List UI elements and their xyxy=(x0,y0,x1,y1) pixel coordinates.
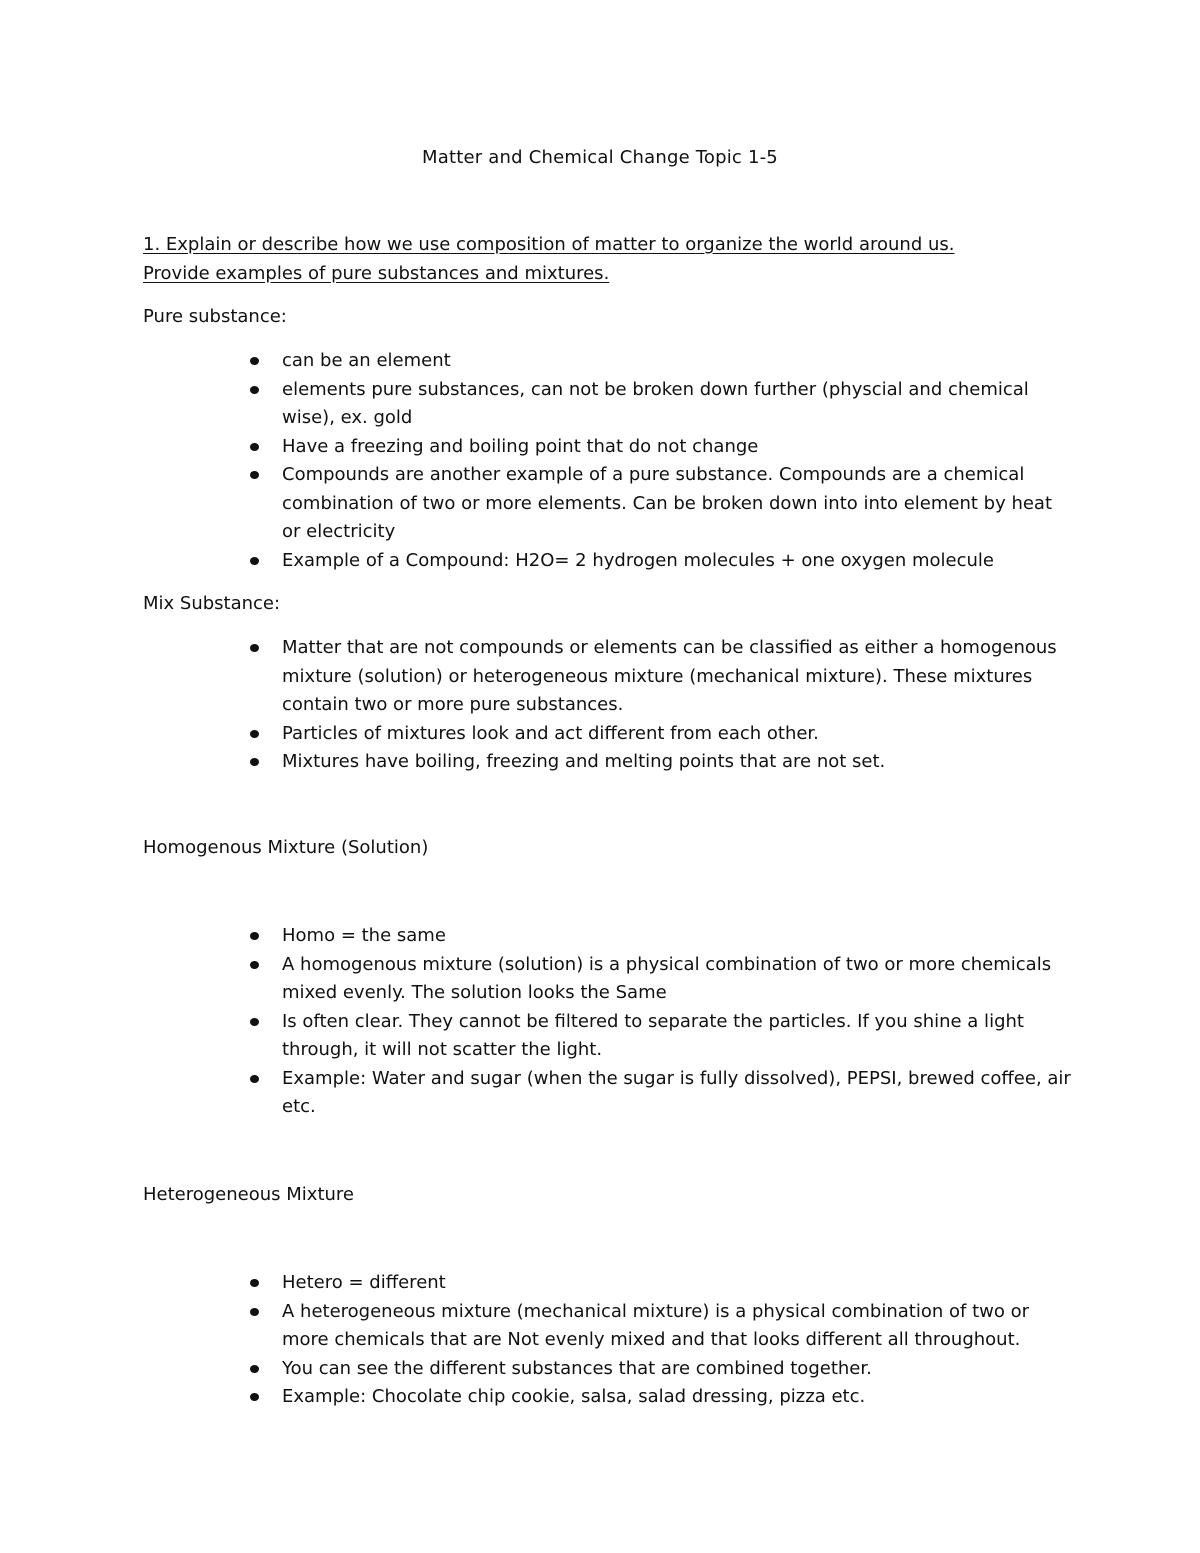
list-item-text: Hetero = different xyxy=(282,1272,446,1293)
list-item-text: A heterogeneous mixture (mechanical mixture) is a physical combination of two or more chemicals that are Not evenly mixed and that looks different all throughout. xyxy=(282,1300,1029,1350)
list-item xyxy=(282,376,1072,433)
bullet-icon xyxy=(250,644,259,652)
list-item-text: Is often clear. They cannot be filtered to separate the particles. If you shine a light through, it will not scatter the light. xyxy=(282,1010,1024,1060)
list-item xyxy=(282,433,1072,462)
bullet-icon xyxy=(250,932,259,940)
list-item-text: You can see the different substances that are combined together. xyxy=(282,1357,872,1379)
bullet-icon xyxy=(250,1365,259,1373)
list-item-text: elements pure substances, can not be broken down further (physcial and chemical wise), ex. gold xyxy=(282,378,1029,428)
document-title: Matter and Chemical Change Topic 1-5 xyxy=(422,147,778,168)
list-item-text: Have a freezing and boiling point that do not change xyxy=(282,435,759,457)
bullet-icon xyxy=(250,443,259,451)
list-item-text: Example: Water and sugar (when the sugar is fully dissolved), PEPSI, brewed coffee, air etc. xyxy=(282,1067,1071,1117)
bullet-icon xyxy=(250,471,259,479)
list-item-text: Compounds are another example of a pure substance. Compounds are a chemical combination of two or more elements. Can be broken down into into element by heat or electricity xyxy=(282,464,1053,542)
bullet-icon xyxy=(250,357,259,365)
list-item-text: Matter that are not compounds or elements can be classified as either a homogenous mixture (solution) or heterogeneous mixture (mechanical mixture). These mixtures contain two or more pure substances. xyxy=(282,637,1057,715)
section-heading-mix-substance: Mix Substance: xyxy=(143,593,281,614)
question-prompt: 1. Explain or describe how we use composition of matter to organize the world around us. Provide examples of pure substances and mixtures. xyxy=(143,234,955,284)
list-item xyxy=(282,748,1072,777)
list-item-text: can be an element xyxy=(282,350,451,371)
list-item-text: Mixtures have boiling, freezing and melting points that are not set. xyxy=(282,751,886,772)
list-item xyxy=(282,634,1072,720)
list-item xyxy=(282,1269,1072,1298)
section-heading-heterogeneous-mixture: Heterogeneous Mixture xyxy=(143,1184,354,1205)
list-item-text: Particles of mixtures look and act different from each other. xyxy=(282,722,819,744)
list-item xyxy=(282,547,1072,576)
pure-substance-list xyxy=(282,347,1072,575)
list-item xyxy=(282,1298,1072,1355)
bullet-icon xyxy=(250,1075,259,1083)
list-item-text: Example: Chocolate chip cookie, salsa, salad dressing, pizza etc. xyxy=(282,1386,866,1407)
mix-substance-list xyxy=(282,634,1072,777)
list-item xyxy=(282,922,1072,951)
list-item xyxy=(282,1355,1072,1384)
list-item xyxy=(282,1383,1072,1412)
list-item-text: Homo = the same xyxy=(282,925,446,946)
bullet-icon xyxy=(250,758,259,766)
bullet-icon xyxy=(250,1018,259,1026)
bullet-icon xyxy=(250,1308,259,1316)
bullet-icon xyxy=(250,961,259,969)
list-item-text: A homogenous mixture (solution) is a physical combination of two or more chemicals mixed evenly. The solution looks the Same xyxy=(282,953,1052,1003)
bullet-icon xyxy=(250,557,259,565)
list-item xyxy=(282,951,1072,1008)
list-item xyxy=(282,720,1072,749)
bullet-icon xyxy=(250,1393,259,1401)
homogenous-mixture-list xyxy=(282,922,1072,1122)
bullet-icon xyxy=(250,1279,259,1287)
section-heading-homogenous-mixture: Homogenous Mixture (Solution) xyxy=(143,837,429,858)
list-item xyxy=(282,1008,1072,1065)
list-item xyxy=(282,347,1072,376)
list-item xyxy=(282,1065,1072,1122)
list-item-text: Example of a Compound: H2O= 2 hydrogen molecules + one oxygen molecule xyxy=(282,549,995,571)
bullet-icon xyxy=(250,730,259,738)
bullet-icon xyxy=(250,386,259,394)
section-heading-pure-substance: Pure substance: xyxy=(143,306,287,327)
heterogeneous-mixture-list xyxy=(282,1269,1072,1412)
list-item xyxy=(282,461,1072,547)
